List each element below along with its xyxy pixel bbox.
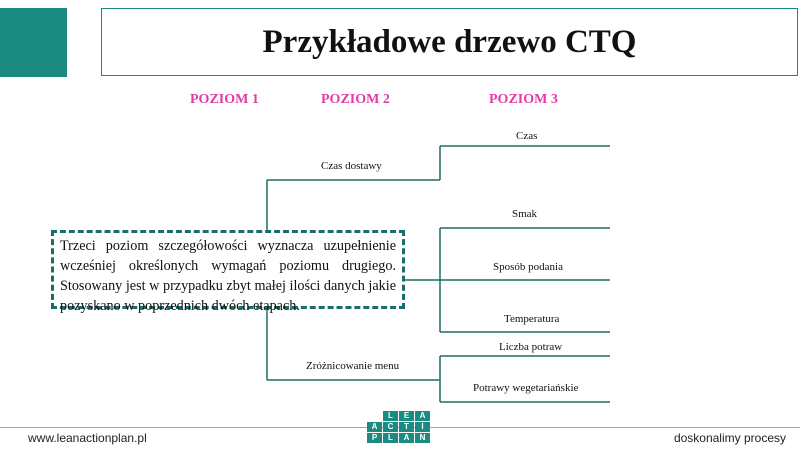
logo-letter: N	[415, 433, 430, 443]
logo-letter: L	[383, 411, 398, 421]
lean-action-plan-logo	[367, 411, 430, 443]
logo-letter: C	[383, 422, 398, 432]
node-czas: Czas	[516, 130, 538, 142]
level-3-header: POZIOM 3	[489, 92, 558, 107]
logo-letter: A	[415, 411, 430, 421]
logo-letter: T	[399, 422, 414, 432]
footer-tagline: doskonalimy procesy	[673, 431, 786, 445]
node-smak: Smak	[512, 208, 538, 220]
footer-url[interactable]: www.leanactionplan.pl	[28, 431, 147, 445]
logo-letter: A	[367, 422, 382, 432]
logo-letter: A	[399, 433, 414, 443]
logo-spacer	[367, 411, 382, 421]
page-title: Przykładowe drzewo CTQ	[262, 23, 637, 60]
level-3-explanation-callout: Trzeci poziom szczegółowości wyznacza uzupełnienie wcześniej określonych wymagań poziomu drugiego. Stosowany jest w przypadku zbyt małej ilości danych jakie pozyskano w poprzednich dwóch etapach.	[51, 230, 405, 309]
logo-letter: L	[383, 433, 398, 443]
node-temperatura: Temperatura	[504, 313, 560, 325]
node-zroznicowanie-menu: Zróżnicowanie menu	[306, 360, 400, 372]
node-czas-dostawy: Czas dostawy	[321, 160, 382, 172]
level-2-header: POZIOM 2	[321, 92, 390, 107]
node-sposob-podania: Sposób podania	[493, 261, 563, 273]
logo-letter: P	[367, 433, 382, 443]
logo-letter: I	[415, 422, 430, 432]
level-1-header: POZIOM 1	[190, 92, 259, 107]
logo-letter: E	[399, 411, 414, 421]
node-potrawy-wegetarianskie: Potrawy wegetariańskie	[473, 382, 579, 394]
node-liczba-potraw: Liczba potraw	[499, 341, 563, 353]
